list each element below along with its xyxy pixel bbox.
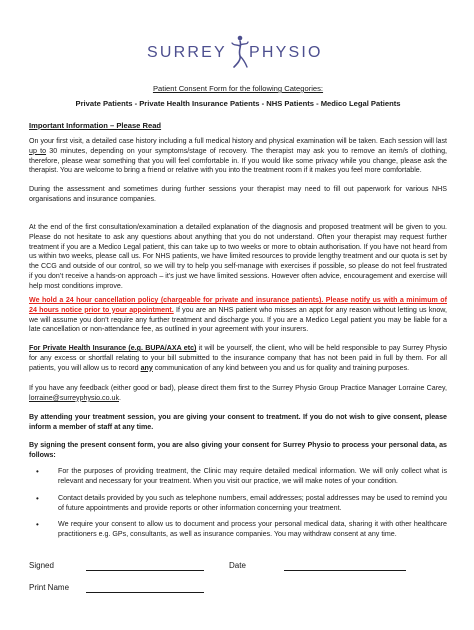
date-label: Date — [229, 561, 246, 570]
cancellation-policy-text: We hold a 24 hour cancellation policy (chargeable for private and insurance patients). Please notify us with a minimum of 24 hours notice prior to your appointment. — [29, 296, 447, 314]
list-item-text: We require your consent to allow us to document and process your personal medical data, sharing it with other healthcare practitioners e.g. GPs, consultants, as well as insurance companies. You may withdraw consent at any time. — [58, 520, 447, 538]
paragraph-paperwork: During the assessment and sometimes during further sessions your therapist may need to fill out paperwork for various NHS organisations and insurance companies. — [29, 185, 447, 203]
signed-field[interactable] — [86, 570, 204, 571]
p6-text-b: . — [119, 393, 121, 402]
p5-any: any — [140, 363, 153, 372]
logo-text-physio: PHYSIO — [249, 44, 323, 61]
paragraph-cancellation — [29, 296, 447, 335]
email-link[interactable]: lorraine@surreyphysio.co.uk — [29, 393, 119, 402]
paragraph-feedback — [29, 384, 447, 404]
p1-text-a: On your first visit, a detailed case history including a full medical history and physical examination will be taken. Each session will last — [29, 137, 447, 145]
list-item-text: Contact details provided by you such as telephone numbers, email addresses; postal addresses may be used to remind you of future appointments and provide reports or other information concerning your treatment. — [58, 494, 447, 512]
leaping-figure-icon — [231, 34, 249, 70]
paragraph-data-consent: By signing the present consent form, you are also giving your consent for Surrey Physio to process your personal data, as follows: — [29, 441, 447, 459]
p5-text-a: it will be yourself, the client, who will be held responsible to pay Surrey Physio for any excess or shortfall relating to your bill submitted to the insurance company that has not been paid in full by them. For all patients, you will allow us to record — [29, 344, 447, 372]
p1-text-c: 30 minutes, depending on your symptoms/stage of recovery. The therapist may ask you to remove an item/s of clothing, therefore, please wear something that you will feel comfortable in. If you would like some privacy while you change, please ask the therapist. You are welcome to bring a friend or relative with you into the treatment room if it makes you feel more comfortable. — [29, 146, 448, 175]
important-heading: Important Information – Please Read — [29, 121, 162, 130]
form-title: Patient Consent Form for the following Categories: — [152, 84, 324, 93]
p6-text-a: If you have any feedback (either good or bad), please direct them first to the Surrey Physio Group Practice Manager Lorraine Carey, — [29, 384, 447, 392]
paragraph-treatment-consent: By attending your treatment session, you are giving your consent to treatment. If you do not wish to give consent, please inform a member of staff at any time. — [29, 413, 447, 431]
bullet-icon: • — [36, 520, 39, 529]
paragraph-diagnosis: At the end of the first consultation/examination a detailed explanation of the diagnosis and proposed treatment will be given to you. Please do not hesitate to ask any questions about anything that you do not understand. Often your therapist may request further treatment if you are a Medico Legal patient, this can take up to two weeks or more to obtain authorisation. If you have not heard from us within two weeks, please call us. For NHS patients, we have limited resources to provide lengthy treatment and our quota is set by the CCG and outside of our control, so we will try to help you self-manage with exercises if possible, so please do not feel frustrated if you don’t receive a hands-on approach – it’s just we have limited sessions. However often advice, encouragement and exercise will help most conditions improve. — [29, 223, 447, 290]
paragraph-insurance — [29, 344, 447, 373]
insurance-lead: For Private Health Insurance (e.g. BUPA/AXA etc) — [29, 344, 197, 352]
p4-rest: If you are an NHS patient who misses an appt for any reason without letting us know, we will assume you don’t require any further treatment and discharge you. If you are a Medico Legal patient you may be liable for a late cancellation or non-attendance fee, as outlined in your agreement with your insurers. — [29, 305, 447, 334]
p1-up-to: up to — [29, 146, 47, 155]
bullet-icon: • — [36, 494, 39, 503]
signed-label: Signed — [29, 561, 54, 570]
print-name-field[interactable] — [86, 592, 204, 593]
bullet-icon: • — [36, 467, 39, 476]
paragraph-first-visit — [29, 137, 447, 176]
patient-categories: Private Patients - Private Health Insurance Patients - NHS Patients - Medico Legal Patients — [75, 99, 401, 108]
list-item-text: For the purposes of providing treatment, the Clinic may require detailed medical information. We will only collect what is relevant and necessary for your treatment. When you visit our practice, we will make notes of your condition. — [58, 467, 447, 485]
logo-text-surrey: SURREY — [147, 44, 227, 61]
print-name-label: Print Name — [29, 583, 70, 592]
surrey-physio-logo — [145, 34, 325, 70]
date-field[interactable] — [284, 570, 406, 571]
p5-text-b: communication of any kind between you and us for quality and training purposes. — [152, 363, 410, 372]
